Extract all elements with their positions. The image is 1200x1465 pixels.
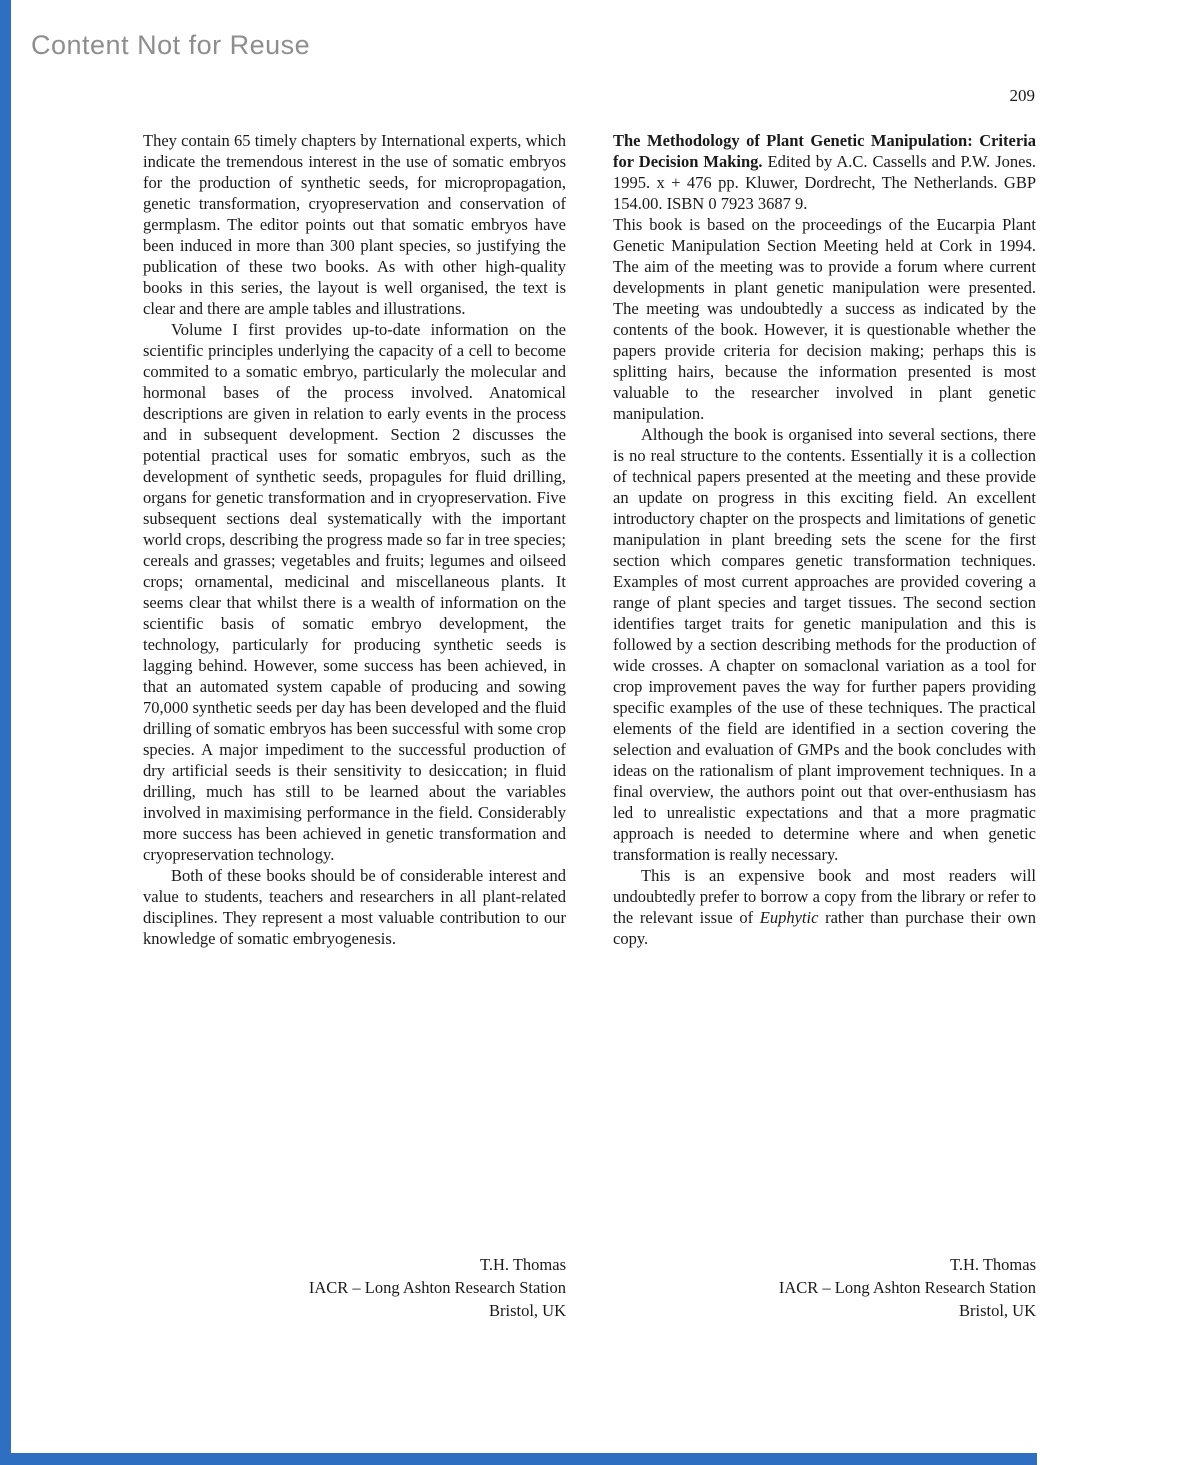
review-paragraph: They contain 65 timely chapters by International experts, which indicate the tremendous interest in the use of somatic embryos for the production of synthetic seeds, for micropropagation, genetic transformation, cryopreservation and conservation of germplasm. The editor points out that somatic embryos have been induced in more than 300 plant species, so justifying the publication of these two books. As with other high-quality books in this series, the layout is well organised, the text is clear and there are ample tables and illustrations. — [143, 131, 566, 318]
page-number: 209 — [1009, 86, 1035, 105]
book-details: Edited by A.C. Cassells and P.W. Jones. 1995. x + 476 pp. Kluwer, Dordrecht, The Netherlands. GBP 154.00. ISBN 0 7923 3687 9. — [613, 152, 1036, 213]
two-column-text-area — [143, 130, 1036, 1322]
reviewer-affiliation: IACR – Long Ashton Research Station — [308, 1278, 566, 1297]
reviewer-signature — [613, 1233, 1036, 1322]
left-column — [143, 130, 566, 1322]
final-paragraph-text: rather than purchase their own copy. — [613, 908, 1036, 948]
review-paragraph-final — [613, 865, 1036, 949]
book-citation — [613, 130, 1036, 214]
reviewer-affiliation: IACR – Long Ashton Research Station — [778, 1278, 1036, 1297]
review-paragraph: Although the book is organised into several sections, there is no real structure to the contents. Essentially it is a collection of technical papers presented at the meeting and these provide an update on progress in this exciting field. An excellent introductory chapter on the prospects and limitations of genetic manipulation in plant breeding sets the scene for the first section which compares genetic transformation techniques. Examples of most current approaches are provided covering a range of plant species and target tissues. The second section identifies target traits for genetic manipulation and this is followed by a section describing methods for the production of wide crosses. A chapter on somaclonal variation as a tool for crop improvement paves the way for further papers providing specific examples of the use of these techniques. The practical elements of the field are identified in a section covering the selection and evaluation of GMPs and the book concludes with ideas on the rationalism of plant improvement techniques. In a final overview, the authors point out that over-enthusiasm has led to unrealistic expectations and that a more pragmatic approach is needed to determine where and when genetic transformation is really necessary. — [613, 425, 1036, 864]
review-paragraph: This book is based on the proceedings of the Eucarpia Plant Genetic Manipulation Section Meeting held at Cork in 1994. The aim of the meeting was to provide a forum where current developments in plant genetic manipulation were presented. The meeting was undoubtedly a success as indicated by the contents of the book. However, it is questionable whether the papers provide criteria for decision making; perhaps this is splitting hairs, because the information presented is most valuable to the researcher involved in plant genetic manipulation. — [613, 215, 1036, 423]
reviewer-name: T.H. Thomas — [479, 1255, 566, 1274]
left-accent-bar — [0, 0, 11, 1465]
book-title: The Methodology of Plant Genetic Manipulation: Criteria for Decision Making. — [613, 131, 1036, 171]
review-paragraph: Volume I first provides up-to-date information on the scientific principles underlying the capacity of a cell to become commited to a somatic embryo, particularly the molecular and hormonal bases of the process involved. Anatomical descriptions are given in relation to early events in the process and in subsequent development. Section 2 discusses the potential practical uses for somatic embryos, such as the development of synthetic seeds, propagules for fluid drilling, organs for genetic transformation and in cryopreservation. Five subsequent sections deal systematically with the important world crops, describing the progress made so far in tree species; cereals and grasses; vegetables and fruits; legumes and oilseed crops; ornamental, medicinal and miscellaneous plants. It seems clear that whilst there is a wealth of information on the scientific basis of somatic embryo development, the technology, particularly for producing synthetic seeds is lagging behind. However, some success has been achieved, in that an automated system capable of producing and sowing 70,000 synthetic seeds per day has been developed and the fluid drilling of somatic embryos has been successful with some crop species. A major impediment to the successful production of dry artificial seeds is their sensitivity to desiccation; in fluid drilling, much has still to be learned about the variables involved in maximising performance in the field. Considerably more success has been achieved in genetic transformation and cryopreservation technology. — [143, 320, 566, 864]
bottom-accent-bar — [0, 1453, 1037, 1465]
final-paragraph-text: This is an expensive book and most readers will undoubtedly prefer to borrow a copy from the library or refer to the relevant issue of — [613, 866, 1036, 927]
reviewer-name: T.H. Thomas — [949, 1255, 1036, 1274]
reviewer-location: Bristol, UK — [488, 1301, 566, 1320]
watermark-text: Content Not for Reuse — [31, 30, 311, 60]
left-review-body — [143, 130, 566, 949]
reviewer-signature — [143, 1233, 566, 1322]
journal-name-italic: Euphytic — [759, 908, 819, 927]
review-paragraph: Both of these books should be of considerable interest and value to students, teachers and researchers in all plant-related disciplines. They represent a most valuable contribution to our knowledge of somatic embryogenesis. — [143, 866, 566, 948]
reviewer-location: Bristol, UK — [958, 1301, 1036, 1320]
right-review-body — [613, 130, 1036, 949]
right-column — [613, 130, 1036, 1322]
